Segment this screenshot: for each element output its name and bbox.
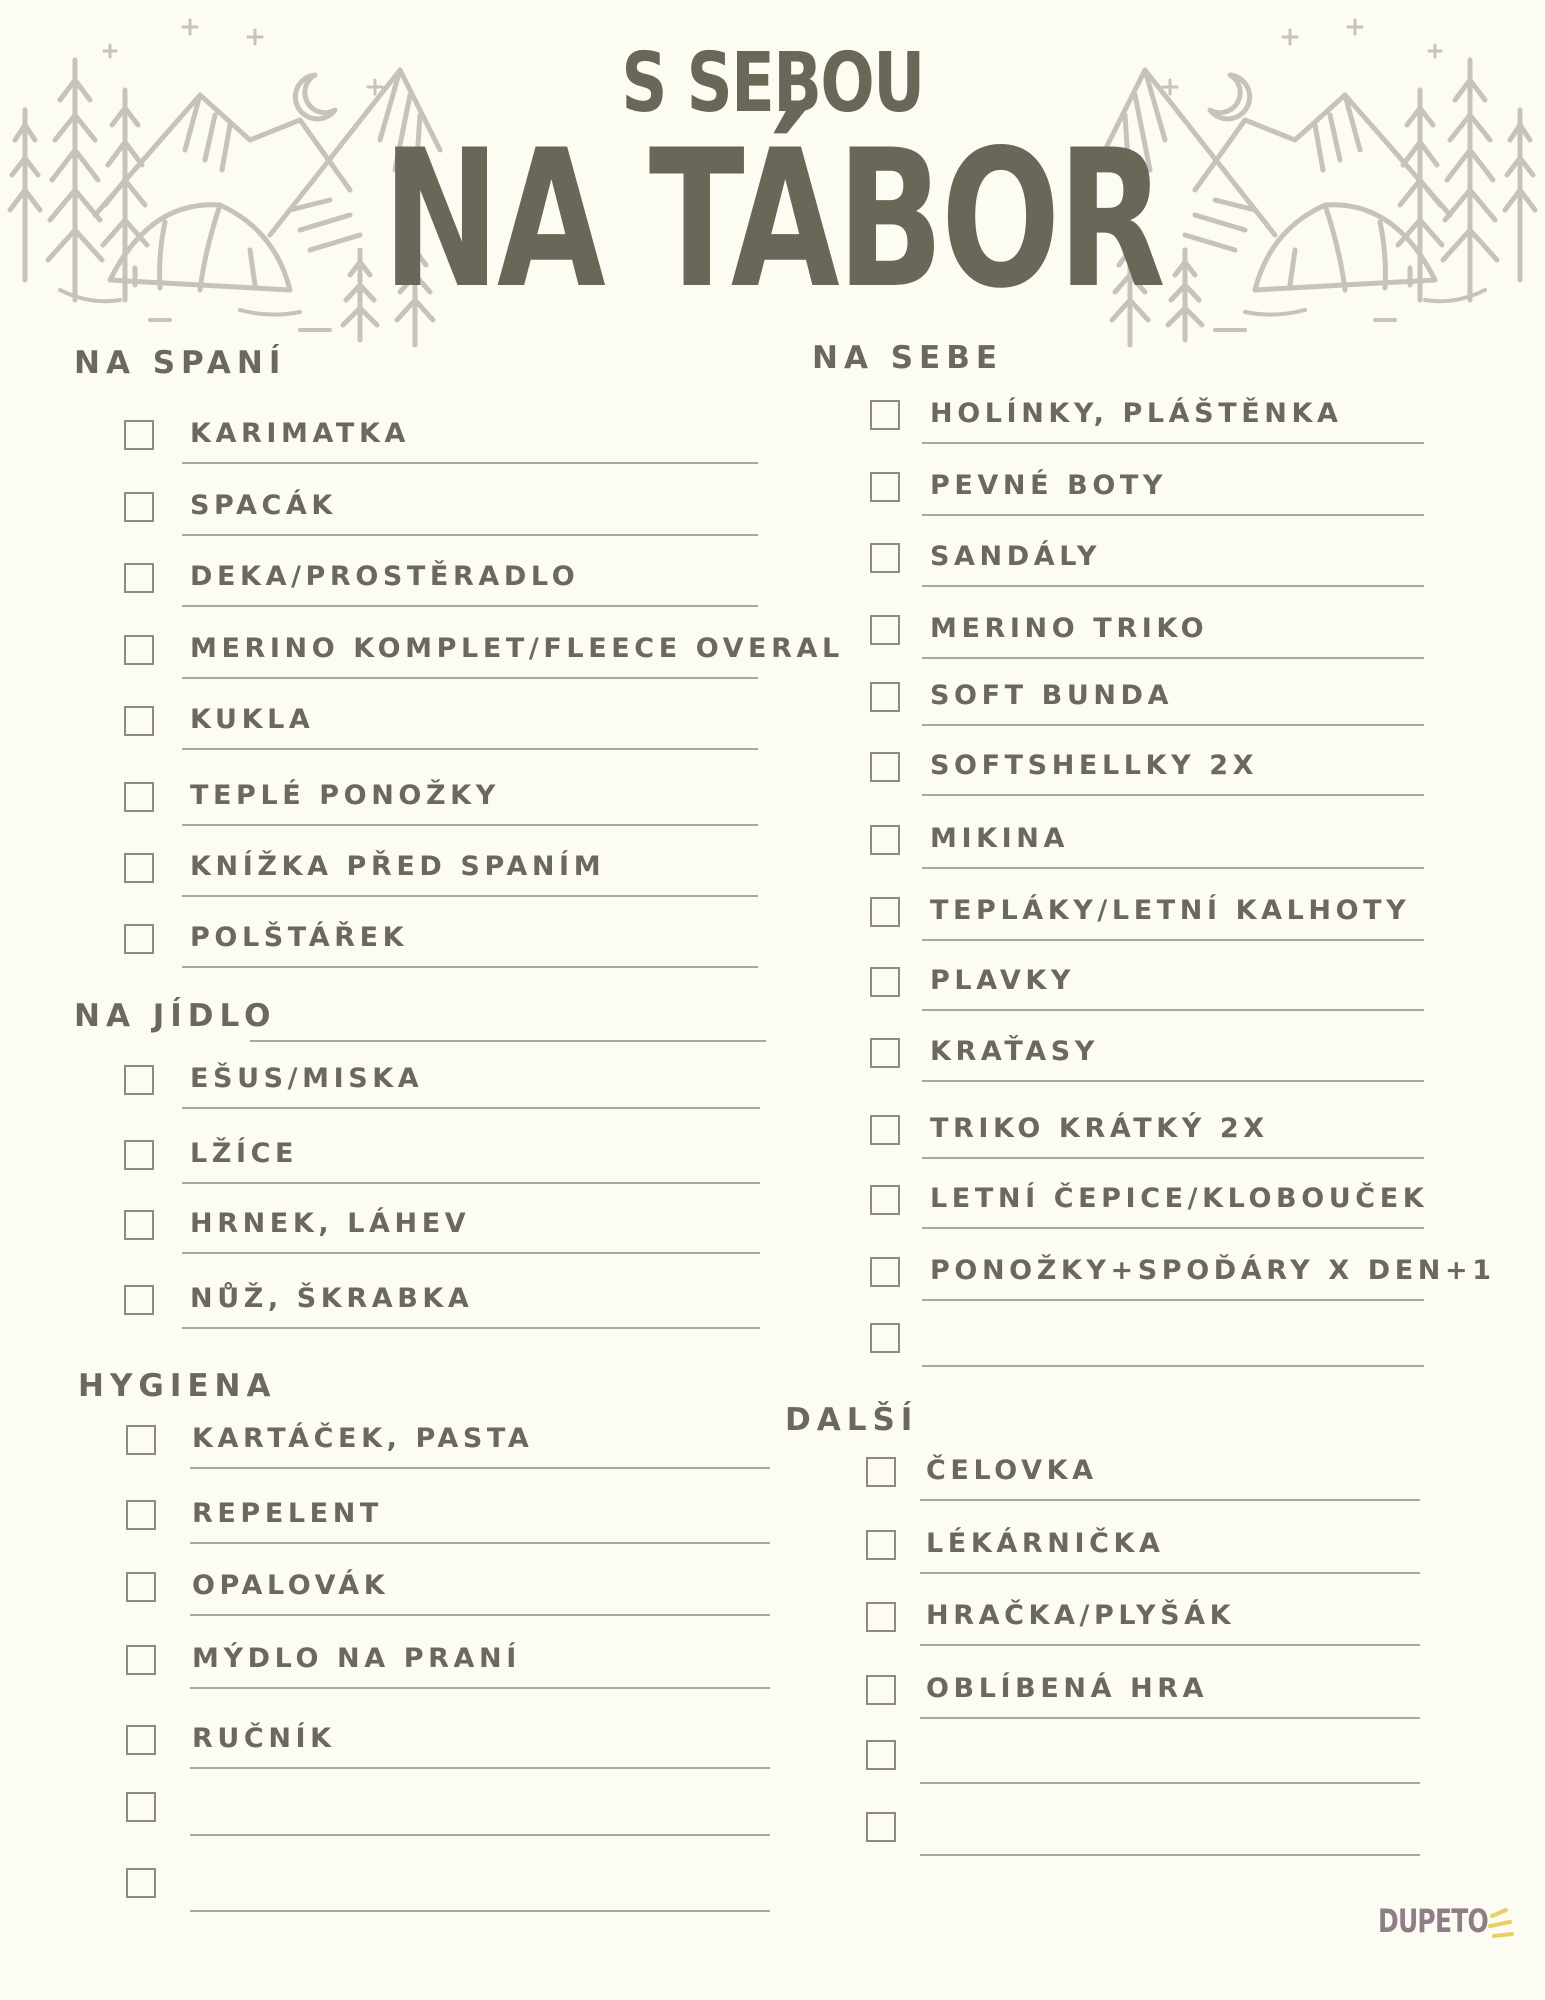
write-in-line	[182, 605, 758, 607]
checklist-item-label: LETNÍ ČEPICE/KLOBOUČEK	[930, 1183, 1429, 1214]
checklist-item-label: HRNEK, LÁHEV	[190, 1208, 471, 1239]
section-heading-hygiena: HYGIENA	[78, 1368, 277, 1404]
checkbox[interactable]	[870, 615, 900, 645]
write-in-line	[182, 966, 758, 968]
write-in-line	[182, 1182, 760, 1184]
write-in-line	[922, 1080, 1424, 1082]
section-heading-dalsi: DALŠÍ	[785, 1402, 919, 1438]
checkbox[interactable]	[866, 1812, 896, 1842]
checkbox[interactable]	[126, 1425, 156, 1455]
checklist-item-label: OPALOVÁK	[192, 1570, 390, 1601]
write-in-line	[182, 1327, 760, 1329]
checklist-item-label: KNÍŽKA PŘED SPANÍM	[190, 851, 606, 882]
write-in-line	[920, 1854, 1420, 1856]
write-in-line	[920, 1782, 1420, 1784]
write-in-line	[190, 1614, 770, 1616]
checkbox[interactable]	[870, 1323, 900, 1353]
checklist-item-label: DEKA/PROSTĚRADLO	[190, 561, 580, 592]
checkbox[interactable]	[124, 563, 154, 593]
write-in-line	[922, 1009, 1424, 1011]
write-in-line	[922, 794, 1424, 796]
write-in-line	[190, 1834, 770, 1836]
heading-rule	[250, 1040, 766, 1042]
write-in-line	[922, 585, 1424, 587]
checklist-item-label: REPELENT	[192, 1498, 383, 1529]
checklist-item-label: TEPLÁKY/LETNÍ KALHOTY	[930, 895, 1411, 926]
write-in-line	[922, 939, 1424, 941]
write-in-line	[922, 657, 1424, 659]
checklist-item-label: NŮŽ, ŠKRABKA	[190, 1283, 474, 1314]
checkbox[interactable]	[124, 1210, 154, 1240]
checklist-item-label: HOLÍNKY, PLÁŠTĚNKA	[930, 398, 1343, 429]
section-heading-jidlo: NA JÍDLO	[74, 998, 277, 1034]
checklist-item-label: SOFTSHELLKY 2X	[930, 750, 1259, 781]
checkbox[interactable]	[870, 825, 900, 855]
checklist-item-label: MERINO KOMPLET/FLEECE OVERAL	[190, 633, 844, 664]
checkbox[interactable]	[124, 706, 154, 736]
checkbox[interactable]	[126, 1725, 156, 1755]
checklist-item-label: LŽÍCE	[190, 1138, 299, 1169]
write-in-line	[182, 824, 758, 826]
checklist-item-label: SOFT BUNDA	[930, 680, 1174, 711]
brand-logo: DUPETO	[1378, 1902, 1488, 1940]
checkbox[interactable]	[126, 1868, 156, 1898]
checkbox[interactable]	[124, 492, 154, 522]
checklist-item-label: KARIMATKA	[190, 418, 410, 449]
write-in-line	[190, 1467, 770, 1469]
checkbox[interactable]	[866, 1530, 896, 1560]
write-in-line	[182, 895, 758, 897]
checklist-item-label: MERINO TRIKO	[930, 613, 1209, 644]
checklist-item-label: PEVNÉ BOTY	[930, 470, 1168, 501]
checklist-item-label: OBLÍBENÁ HRA	[926, 1673, 1209, 1704]
checkbox[interactable]	[866, 1740, 896, 1770]
write-in-line	[182, 748, 758, 750]
checklist-item-label: HRAČKA/PLYŠÁK	[926, 1600, 1236, 1631]
write-in-line	[920, 1499, 1420, 1501]
write-in-line	[922, 1299, 1424, 1301]
logo-mark-icon	[1488, 1906, 1518, 1940]
checklist-item-label: LÉKÁRNIČKA	[926, 1528, 1165, 1559]
title-line-2: NA TÁBOR	[382, 109, 1163, 330]
checkbox[interactable]	[124, 1285, 154, 1315]
checkbox[interactable]	[124, 924, 154, 954]
section-heading-spani: NA SPANÍ	[74, 345, 287, 381]
checklist-item-label: KRAŤASY	[930, 1036, 1099, 1067]
write-in-line	[190, 1910, 770, 1912]
section-heading-sebe: NA SEBE	[812, 340, 1004, 376]
write-in-line	[922, 1365, 1424, 1367]
write-in-line	[190, 1687, 770, 1689]
checkbox[interactable]	[124, 420, 154, 450]
checkbox[interactable]	[124, 1065, 154, 1095]
checkbox[interactable]	[870, 967, 900, 997]
checkbox[interactable]	[870, 1038, 900, 1068]
checkbox[interactable]	[126, 1645, 156, 1675]
write-in-line	[920, 1717, 1420, 1719]
write-in-line	[190, 1767, 770, 1769]
checklist-item-label: KARTÁČEK, PASTA	[192, 1423, 534, 1454]
checklist-item-label: RUČNÍK	[192, 1723, 336, 1754]
checkbox[interactable]	[870, 752, 900, 782]
title-line-1: S SEBOU	[621, 36, 924, 131]
write-in-line	[920, 1572, 1420, 1574]
checkbox[interactable]	[866, 1675, 896, 1705]
checklist-item-label: KUKLA	[190, 704, 315, 735]
checkbox[interactable]	[870, 682, 900, 712]
write-in-line	[922, 867, 1424, 869]
write-in-line	[182, 462, 758, 464]
checkbox[interactable]	[870, 1185, 900, 1215]
checkbox[interactable]	[870, 472, 900, 502]
checklist-item-label: TRIKO KRÁTKÝ 2X	[930, 1113, 1269, 1144]
write-in-line	[182, 534, 758, 536]
checkbox[interactable]	[124, 853, 154, 883]
checklist-item-label: TEPLÉ PONOŽKY	[190, 780, 500, 811]
checkbox[interactable]	[124, 635, 154, 665]
checkbox[interactable]	[126, 1792, 156, 1822]
checkbox[interactable]	[126, 1572, 156, 1602]
checkbox[interactable]	[124, 782, 154, 812]
checkbox[interactable]	[866, 1602, 896, 1632]
write-in-line	[922, 1157, 1424, 1159]
checkbox[interactable]	[870, 897, 900, 927]
checkbox[interactable]	[124, 1140, 154, 1170]
checklist-item-label: POLŠTÁŘEK	[190, 922, 409, 953]
write-in-line	[920, 1644, 1420, 1646]
checklist-item-label: SANDÁLY	[930, 541, 1101, 572]
checkbox[interactable]	[870, 400, 900, 430]
checklist-item-label: MÝDLO NA PRANÍ	[192, 1643, 521, 1674]
checklist-item-label: PLAVKY	[930, 965, 1076, 996]
write-in-line	[922, 442, 1424, 444]
write-in-line	[182, 1107, 760, 1109]
checkbox[interactable]	[866, 1457, 896, 1487]
checkbox[interactable]	[870, 1115, 900, 1145]
write-in-line	[190, 1542, 770, 1544]
checkbox[interactable]	[126, 1500, 156, 1530]
checklist-item-label: PONOŽKY+SPOĎÁRY X DEN+1	[930, 1255, 1496, 1286]
write-in-line	[182, 1252, 760, 1254]
checkbox[interactable]	[870, 543, 900, 573]
checklist-item-label: SPACÁK	[190, 490, 337, 521]
checklist-item-label: MIKINA	[930, 823, 1069, 854]
write-in-line	[922, 514, 1424, 516]
checklist-item-label: EŠUS/MISKA	[190, 1063, 424, 1094]
checkbox[interactable]	[870, 1257, 900, 1287]
write-in-line	[182, 677, 758, 679]
checklist-item-label: ČELOVKA	[926, 1455, 1098, 1486]
write-in-line	[922, 724, 1424, 726]
write-in-line	[922, 1227, 1424, 1229]
